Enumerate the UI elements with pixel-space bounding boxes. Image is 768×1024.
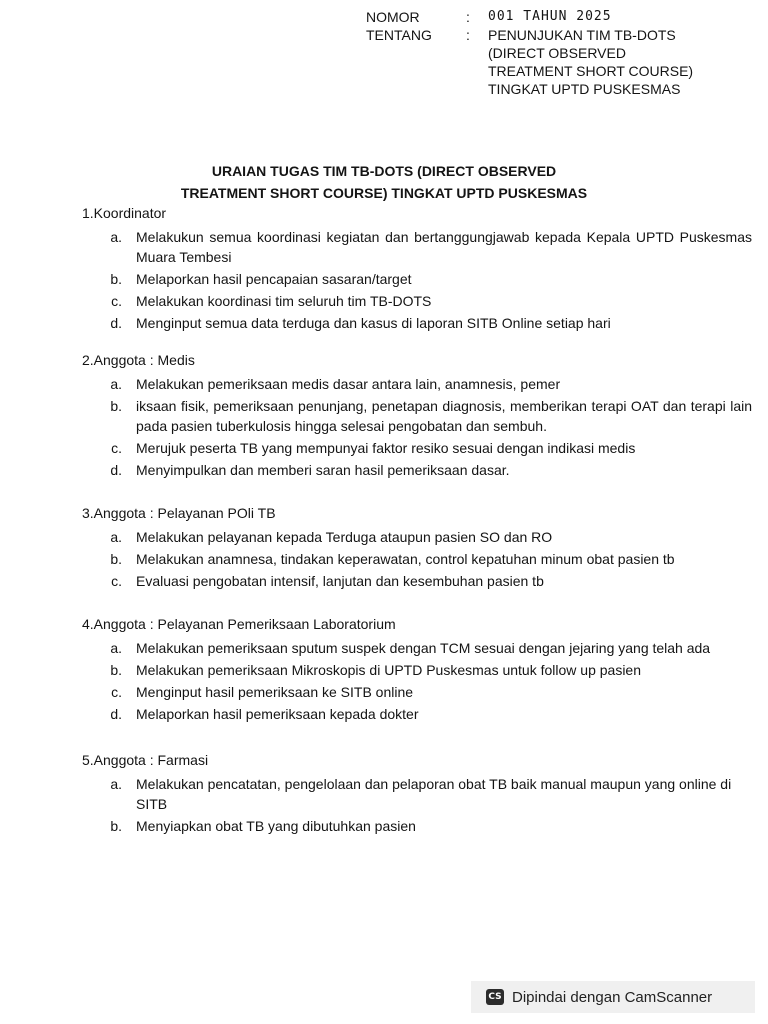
item-text: Menginput semua data terduga dan kasus di laporan SITB Online setiap hari: [136, 315, 611, 331]
tentang-label: TENTANG: [366, 27, 432, 43]
item-marker: c.: [111, 293, 122, 309]
item-text: Melaporkan hasil pemeriksaan kepada dokter: [136, 706, 419, 722]
title-line: URAIAN TUGAS TIM TB-DOTS (DIRECT OBSERVED: [211, 163, 557, 179]
section-heading: 3.Anggota : Pelayanan POli TB: [82, 505, 276, 521]
section-koordinator: [82, 203, 752, 335]
tentang-line: (DIRECT OBSERVED: [488, 45, 626, 61]
item-marker: d.: [110, 462, 122, 478]
list-item: [82, 291, 752, 311]
watermark-text: Dipindai dengan CamScanner: [512, 988, 713, 1006]
item-marker: c.: [111, 684, 122, 700]
list-item: [82, 571, 752, 591]
item-marker: a.: [110, 640, 122, 656]
section-laboratorium: [82, 614, 752, 726]
list-item: [82, 774, 752, 814]
item-text: Melakukan pemeriksaan Mikroskopis di UPTD Puskesmas untuk follow up pasien: [136, 662, 641, 678]
item-marker: c.: [111, 573, 122, 589]
list-item: [82, 816, 752, 836]
list-item: [82, 704, 752, 724]
section-poli-tb: [82, 503, 752, 593]
list-item: [82, 527, 752, 547]
item-text: Merujuk peserta TB yang mempunyai faktor resiko sesuai dengan indikasi medis: [136, 440, 636, 456]
item-marker: b.: [110, 398, 122, 414]
list-item: [82, 269, 752, 289]
item-text: Melakukan koordinasi tim seluruh tim TB-DOTS: [136, 293, 432, 309]
section-heading: 1.Koordinator: [82, 205, 167, 221]
section-heading: 4.Anggota : Pelayanan Pemeriksaan Laboratorium: [82, 616, 396, 632]
tentang-line: TREATMENT SHORT COURSE): [488, 63, 694, 79]
document-header: [366, 8, 724, 98]
list-item: [82, 638, 752, 658]
list-item: [82, 227, 752, 267]
tentang-line: PENUNJUKAN TIM TB-DOTS: [488, 27, 676, 43]
item-text: Evaluasi pengobatan intensif, lanjutan dan kesembuhan pasien tb: [136, 573, 544, 589]
item-marker: c.: [111, 440, 122, 456]
item-marker: b.: [110, 818, 122, 834]
nomor-value: 001 TAHUN 2025: [488, 9, 612, 24]
item-marker: a.: [110, 229, 122, 245]
tentang-row: [366, 26, 724, 98]
list-item: [82, 660, 752, 680]
section-medis: [82, 350, 752, 482]
item-marker: b.: [110, 271, 122, 287]
item-text: Melakukan pencatatan, pengelolaan dan pelaporan obat TB baik manual maupun yang online di SITB: [136, 776, 732, 812]
item-text: iksaan fisik, pemeriksaan penunjang, penetapan diagnosis, memberikan terapi OAT dan terapi lain pada pasien tuberkulosis hingga selesai pengobatan dan sembuh.: [136, 398, 752, 434]
item-text: Melakukan anamnesa, tindakan keperawatan, control kepatuhan minum obat pasien tb: [136, 551, 675, 567]
list-item: [82, 438, 752, 458]
list-item: [82, 374, 752, 394]
tentang-colon: :: [466, 27, 470, 43]
tentang-value: [488, 26, 724, 98]
section-farmasi: [82, 750, 752, 838]
item-marker: a.: [110, 529, 122, 545]
item-marker: b.: [110, 551, 122, 567]
tentang-line: TINGKAT UPTD PUSKESMAS: [488, 81, 681, 97]
item-marker: d.: [110, 315, 122, 331]
item-marker: a.: [110, 776, 122, 792]
list-item: [82, 313, 752, 333]
title-line: TREATMENT SHORT COURSE) TINGKAT UPTD PUSKESMAS: [180, 185, 588, 201]
item-text: Melaporkan hasil pencapaian sasaran/target: [136, 271, 412, 287]
nomor-label: NOMOR: [366, 9, 420, 25]
item-text: Melakukan pemeriksaan sputum suspek dengan TCM sesuai dengan jejaring yang telah ada: [136, 640, 711, 656]
list-item: [82, 396, 752, 436]
section-heading: 2.Anggota : Medis: [82, 352, 195, 368]
item-text: Melakukan pemeriksaan medis dasar antara lain, anamnesis, pemer: [136, 376, 561, 392]
camscanner-watermark: [471, 981, 755, 1013]
item-marker: b.: [110, 662, 122, 678]
list-item: [82, 549, 752, 569]
item-text: Menginput hasil pemeriksaan ke SITB online: [136, 684, 414, 700]
item-text: Menyiapkan obat TB yang dibutuhkan pasien: [136, 818, 416, 834]
camscanner-logo-icon: CS: [486, 989, 504, 1005]
nomor-colon: :: [466, 9, 470, 25]
section-heading: 5.Anggota : Farmasi: [82, 752, 209, 768]
document-title: [0, 160, 768, 204]
list-item: [82, 460, 752, 480]
nomor-row: [366, 8, 724, 26]
list-item: [82, 682, 752, 702]
item-marker: a.: [110, 376, 122, 392]
item-text: Melakukun semua koordinasi kegiatan dan bertanggungjawab kepada Kepala UPTD Puskesmas Muara Tembesi: [136, 229, 752, 265]
item-marker: d.: [110, 706, 122, 722]
item-text: Menyimpulkan dan memberi saran hasil pemeriksaan dasar.: [136, 462, 510, 478]
item-text: Melakukan pelayanan kepada Terduga ataupun pasien SO dan RO: [136, 529, 553, 545]
